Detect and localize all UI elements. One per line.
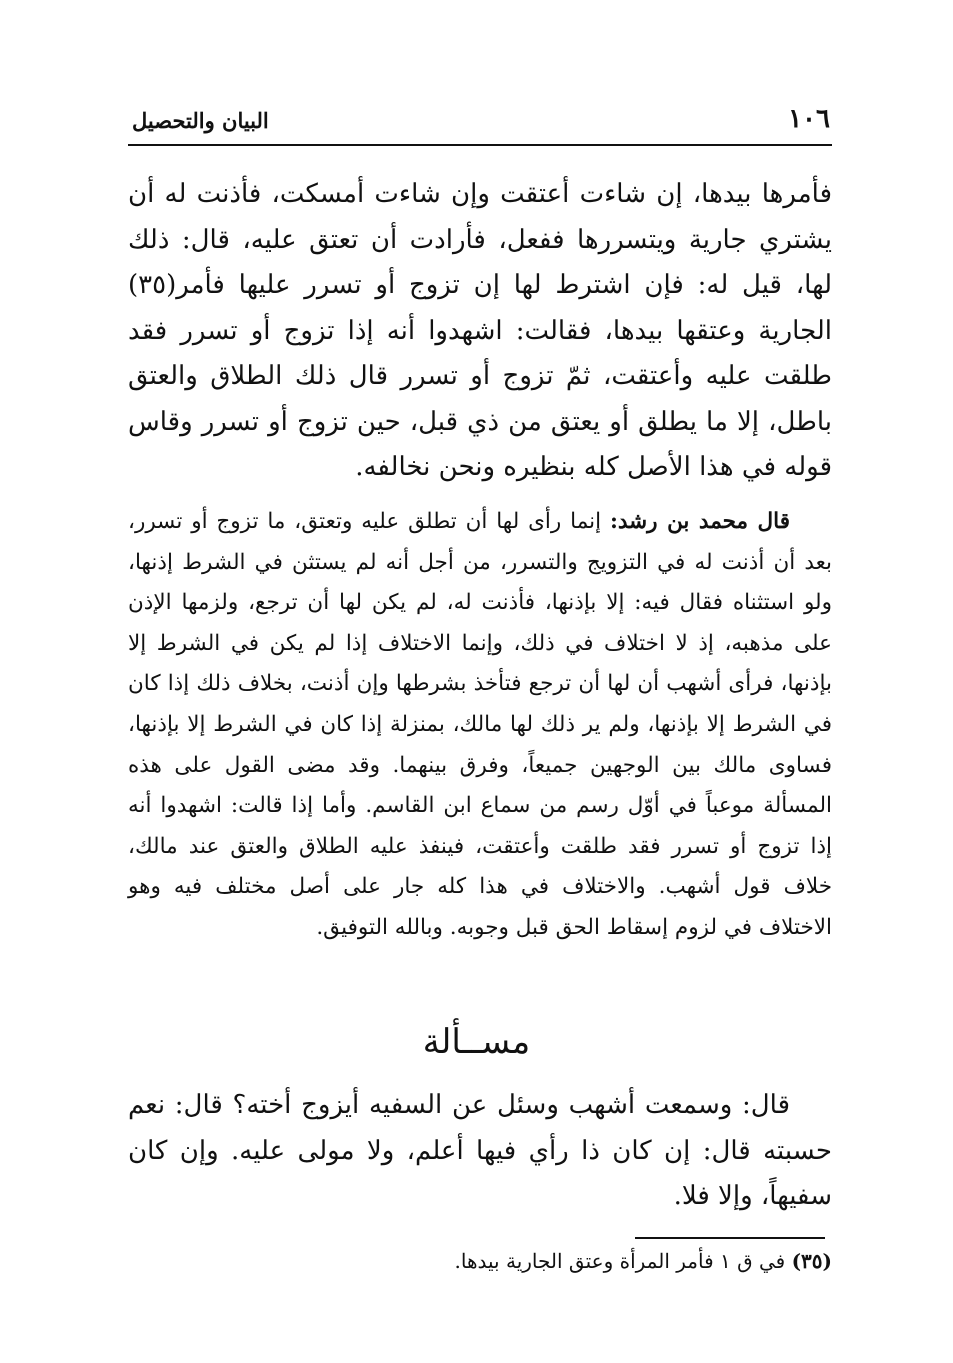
footnote-text: في ق ١ فأمر المرأة وعتق الجارية بيدها.: [454, 1249, 786, 1273]
page-header: [128, 100, 832, 146]
commentary-paragraph: [128, 502, 832, 949]
paragraph-1: فأمرها بيدها، إن شاءت أعتقت وإن شاءت أمسكت، فأذنت له أن يشتري جارية ويتسررها ففعل، فأرادت أن تعتق عليه، قال: ذلك لها، قيل له: فإن اشترط لها إن تزوج أو تسرر عليها فأمر(٣٥) الجارية وعتقها بيدها، فقالت: اشهدوا أنه إذا تزوج أو تسرر فقد طلقت عليه وأعتقت، ثمّ تزوج أو تسرر قال ذلك الطلاق والعتق باطل، إلا ما يطلق أو يعتق من ذي قبل، حين تزوج أو تسرر وقاس قوله في هذا الأصل كله بنظيره ونحن نخالفه.: [128, 179, 832, 482]
footnote: [128, 1246, 832, 1276]
commentary-text: إنما رأى لها أن تطلق عليه وتعتق، ما تزوج أو تسرر، بعد أن أذنت له في التزويج والتسرر، من أجل أنه لم يستثن في الشرط إذنها، ولو استثناه فقال فيه: إلا بإذنها، فأذنت له، لم يكن لها أن ترجع، ولزمها الإذن على مذهبه، إذ لا اختلاف في ذلك، وإنما الاختلاف إذا لم يكن في الشرط إلا بإذنها، فرأى أشهب أن لها أن ترجع فتأخذ بشرطها وإن أذنت، بخلاف ذلك إذا كان في الشرط إلا بإذنها، ولم ير ذلك لها مالك، بمنزلة إذا كان في الشرط إلا بإذنها، فساوى مالك بين الوجهين جميعاً، وفرق بينهما. وقد مضى القول على هذه المسألة موعباً في أوّل رسم من سماع ابن القاسم. وأما إذا قالت: اشهدوا أنه إذا تزوج أو تسرر فقد طلقت وأعتقت، فينفذ عليه الطلاق والعتق عند مالك، خلاف قول أشهب. والاختلاف في هذا كله جار على أصل مختلف فيه وهو الاختلاف في لزوم إسقاط الحق قبل وجوبه. وبالله التوفيق.: [128, 509, 832, 940]
running-title: البيان والتحصيل: [132, 108, 269, 133]
paragraph-3: قال: وسمعت أشهب وسئل عن السفيه أيزوج أخته؟ قال: نعم حسبته قال: إن كان ذا رأي فيها أعلم، ولا مولى عليه. وإن كان سفيهاً، وإلا فلا.: [128, 1090, 832, 1211]
section-title: مســألة: [422, 1022, 531, 1062]
footnote-marker: (٣٥): [791, 1249, 832, 1273]
footnote-divider: [635, 1237, 825, 1239]
page-number: ١٠٦: [788, 104, 830, 134]
commentary-speaker: قال محمد بن رشد:: [609, 509, 790, 534]
